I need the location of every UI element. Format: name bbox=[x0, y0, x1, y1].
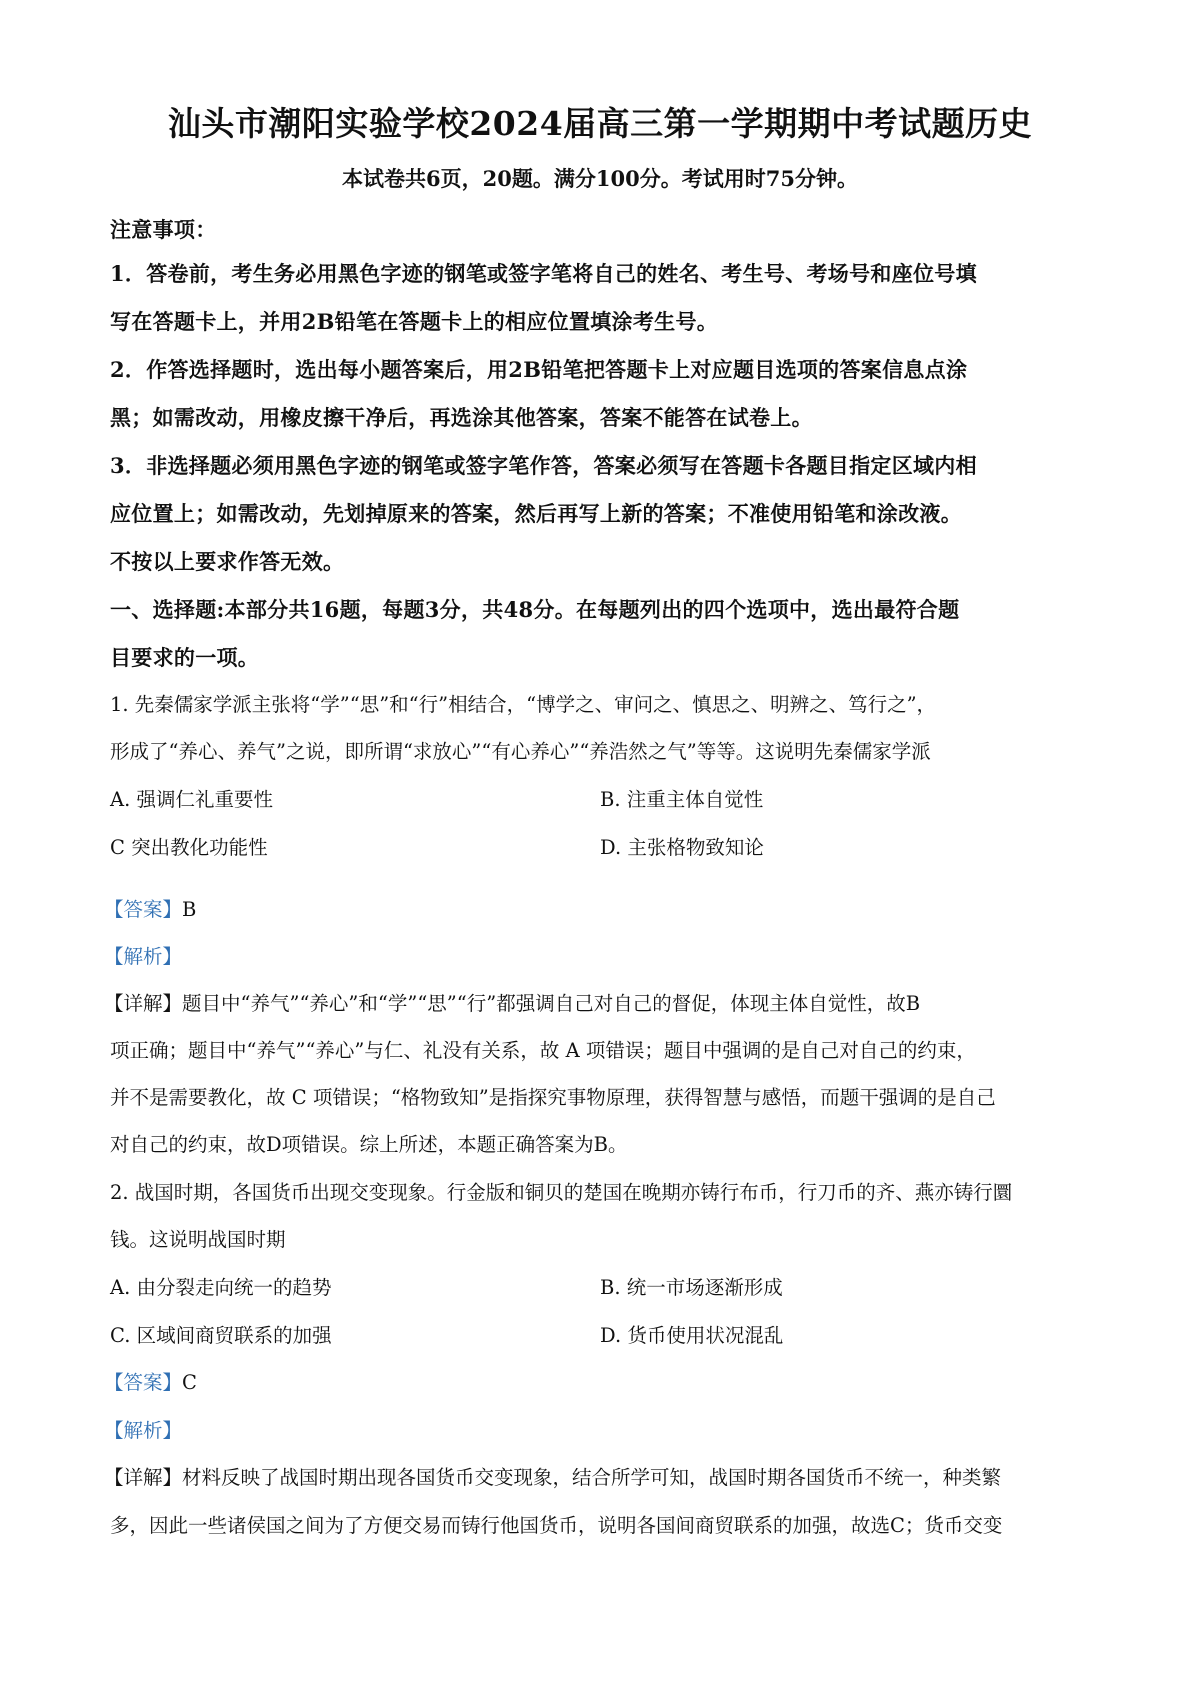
question-2-option-a: A. 由分裂走向统一的趋势 bbox=[110, 1276, 332, 1299]
notice-line: 黑；如需改动，用橡皮擦干净后，再选涂其他答案，答案不能答在试卷上。 bbox=[110, 405, 813, 430]
question-1-option-b: B. 注重主体自觉性 bbox=[600, 788, 764, 811]
notice-line: 1．答卷前，考生务必用黑色字迹的钢笔或签字笔将自己的姓名、考生号、考场号和座位号填 bbox=[110, 261, 977, 286]
question-1-detail-line: 对自己的约束，故D项错误。综上所述，本题正确答案为B。 bbox=[110, 1133, 628, 1156]
question-1-option-a: A. 强调仁礼重要性 bbox=[110, 788, 273, 811]
answer-label: 【答案】 bbox=[104, 898, 183, 921]
section-heading: 一、选择题:本部分共16题，每题3分，共48分。在每题列出的四个选项中，选出最符合题 bbox=[110, 597, 960, 622]
notice-line: 2．作答选择题时，选出每小题答案后，用2B铅笔把答题卡上对应题目选项的答案信息点涂 bbox=[110, 357, 968, 382]
detail-text: 材料反映了战国时期出现各国货币交变现象，结合所学可知，战国时期各国货币不统一，种类繁 bbox=[182, 1466, 1002, 1489]
question-2-analysis bbox=[104, 1415, 182, 1443]
question-2-stem: 钱。这说明战国时期 bbox=[110, 1228, 286, 1251]
question-1-stem: 1. 先秦儒家学派主张将“学”“思”和“行”相结合，“博学之、审问之、慎思之、明辨之、笃行之”， bbox=[110, 693, 937, 716]
question-2-option-c: C. 区域间商贸联系的加强 bbox=[110, 1324, 332, 1347]
notice-line: 写在答题卡上，并用2B铅笔在答题卡上的相应位置填涂考生号。 bbox=[110, 309, 719, 334]
notice-line: 3．非选择题必须用黑色字迹的钢笔或签字笔作答，答案必须写在答题卡各题目指定区域内相 bbox=[110, 453, 977, 478]
question-1-detail bbox=[104, 988, 920, 1016]
notice-heading: 注意事项： bbox=[110, 217, 217, 242]
detail-text: 题目中“养气”“养心”和“学”“思”“行”都强调自己对自己的督促，体现主体自觉性，故B bbox=[182, 992, 921, 1015]
detail-label: 【详解】 bbox=[104, 1466, 183, 1489]
question-1-option-c: C 突出教化功能性 bbox=[110, 836, 268, 859]
section-heading: 目要求的一项。 bbox=[110, 645, 260, 670]
analysis-label: 【解析】 bbox=[104, 1419, 183, 1442]
question-2-detail-line: 多，因此一些诸侯国之间为了方便交易而铸行他国货币，说明各国间商贸联系的加强，故选C；货币交变 bbox=[110, 1514, 1003, 1537]
detail-label: 【详解】 bbox=[104, 992, 183, 1015]
question-1-detail-line: 并不是需要教化，故 C 项错误；“格物致知”是指探究事物原理，获得智慧与感悟，而题干强调的是自己 bbox=[110, 1086, 996, 1109]
question-1-detail-line: 项正确；题目中“养气”“养心”与仁、礼没有关系，故 A 项错误；题目中强调的是自己对自己的约束， bbox=[110, 1039, 976, 1062]
page-title: 汕头市潮阳实验学校2024届高三第一学期期中考试题历史 bbox=[167, 104, 1033, 143]
question-1-answer bbox=[104, 894, 196, 922]
question-2-stem: 2. 战国时期，各国货币出现交变现象。行金版和铜贝的楚国在晚期亦铸行布币，行刀币的齐、燕亦铸行圜 bbox=[110, 1181, 1013, 1204]
notice-line: 应位置上；如需改动，先划掉原来的答案，然后再写上新的答案；不准使用铅笔和涂改液。 bbox=[110, 501, 962, 526]
question-1-stem: 形成了“养心、养气”之说，即所谓“求放心”“有心养心”“养浩然之气”等等。这说明先秦儒家学派 bbox=[110, 740, 931, 763]
answer-value: C bbox=[182, 1371, 197, 1394]
notice-line: 不按以上要求作答无效。 bbox=[110, 549, 345, 574]
question-1-option-d: D. 主张格物致知论 bbox=[600, 836, 764, 859]
answer-label: 【答案】 bbox=[104, 1371, 183, 1394]
question-2-option-d: D. 货币使用状况混乱 bbox=[600, 1324, 784, 1347]
question-2-option-b: B. 统一市场逐渐形成 bbox=[600, 1276, 783, 1299]
question-1-analysis bbox=[104, 941, 182, 969]
analysis-label: 【解析】 bbox=[104, 945, 183, 968]
question-2-answer bbox=[104, 1367, 197, 1395]
answer-value: B bbox=[182, 898, 197, 921]
page-subtitle: 本试卷共6页，20题。满分100分。考试用时75分钟。 bbox=[342, 166, 858, 191]
question-2-detail bbox=[104, 1462, 1001, 1490]
